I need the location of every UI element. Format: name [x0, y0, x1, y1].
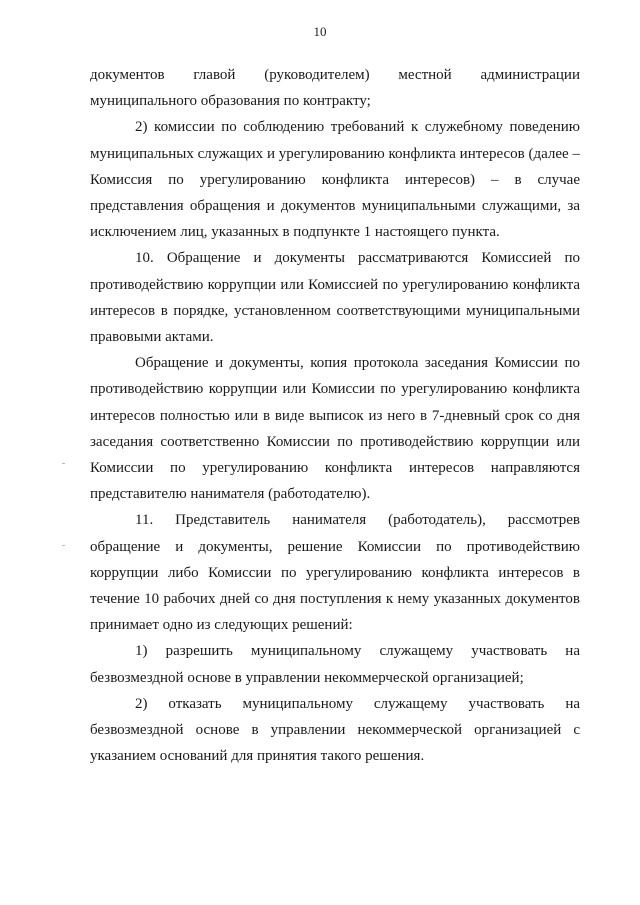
paragraph-continuation: документов главой (руководителем) местной администрации муниципального образования по контракту;: [90, 67, 580, 110]
margin-mark: [62, 463, 65, 464]
margin-mark: [62, 545, 65, 546]
paragraph-decision-refuse: 2) отказать муниципальному служащему участвовать на безвозмездной основе в управлении некоммерческой организацией с указанием оснований для принятия такого решения.: [90, 695, 580, 765]
paragraph-clause-10: 10. Обращение и документы рассматриваются Комиссией по противодействию коррупции или Комиссией по урегулированию конфликта интересов в порядке, установленном соответствующими муниципальными правовыми актами.: [90, 250, 580, 346]
paragraph-commission-conflict: 2) комиссии по соблюдению требований к служебному поведению муниципальных служащих и урегулированию конфликта интересов (далее – Комиссия по урегулированию конфликта интересов) – в случае представления обращения и документов муниципальными служащими, за исключением лиц, указанных в подпункте 1 настоящего пункта.: [90, 119, 580, 241]
page-number: 10: [313, 24, 327, 39]
document-body: [90, 62, 580, 769]
paragraph-protocol: Обращение и документы, копия протокола заседания Комиссии по противодействию коррупции или Комиссии по урегулированию конфликта интересов полностью или в виде выписок из него в 7-дневный срок со дня заседания соответственно Комиссии по противодействию коррупции или Комиссии по урегулированию конфликта интересов направляются представителю нанимателя (работодателю).: [90, 355, 580, 503]
paragraph-decision-allow: 1) разрешить муниципальному служащему участвовать на безвозмездной основе в управлении некоммерческой организацией;: [90, 643, 580, 686]
paragraph-clause-11: 11. Представитель нанимателя (работодатель), рассмотрев обращение и документы, решение Комиссии по противодействию коррупции либо Комиссии по урегулированию конфликта интересов в течение 10 рабочих дней со дня поступления к нему указанных документов принимает одно из следующих решений:: [90, 512, 580, 634]
